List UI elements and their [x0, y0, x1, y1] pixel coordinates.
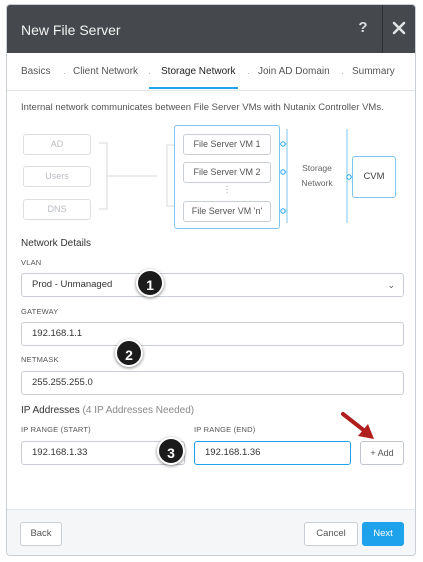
dialog-titlebar: [7, 5, 416, 53]
callout-badge-1: 1: [136, 269, 164, 297]
tab-basics[interactable]: Basics: [21, 66, 51, 77]
active-tab-indicator: [149, 87, 238, 89]
next-button[interactable]: Next: [362, 522, 404, 546]
wizard-tabs: [7, 53, 416, 91]
close-button[interactable]: [387, 16, 411, 40]
tab-separator: ·: [247, 68, 250, 78]
callout-badge-2: 2: [115, 339, 143, 367]
add-ip-range-button[interactable]: + Add: [360, 441, 404, 465]
diagram-vm-n: File Server VM 'n': [183, 201, 271, 222]
vlan-label: VLAN: [21, 258, 42, 267]
netmask-input[interactable]: 255.255.255.0: [21, 371, 404, 395]
ip-range-start-label: IP RANGE (START): [21, 425, 91, 434]
dialog-footer: [7, 509, 416, 556]
ip-addresses-heading: IP Addresses: [21, 405, 80, 416]
storage-network-description: Internal network communicates between File Server VMs with Nutanix Controller VMs.: [21, 102, 384, 113]
close-icon: [387, 16, 411, 40]
tab-summary[interactable]: Summary: [352, 66, 395, 77]
tab-join-ad-domain[interactable]: Join AD Domain: [258, 66, 330, 77]
gateway-input[interactable]: 192.168.1.1: [21, 322, 404, 346]
diagram-users-box: Users: [23, 166, 91, 187]
callout-badge-3: 3: [157, 437, 185, 465]
ip-addresses-title: [21, 405, 194, 416]
netmask-label: NETMASK: [21, 355, 59, 364]
ip-addresses-hint: (4 IP Addresses Needed): [82, 405, 195, 416]
cancel-button[interactable]: Cancel: [304, 522, 358, 546]
diagram-network-label: Network: [301, 178, 333, 188]
new-file-server-dialog: [6, 4, 416, 556]
tab-separator: ·: [63, 68, 66, 78]
callout-arrow-icon: [338, 408, 388, 448]
ip-range-end-label: IP RANGE (END): [194, 425, 256, 434]
vlan-selected-value: Prod - Unmanaged: [32, 279, 113, 290]
tab-storage-network[interactable]: Storage Network: [161, 66, 236, 77]
diagram-vm-1: File Server VM 1: [183, 134, 271, 155]
ip-range-end-input[interactable]: 192.168.1.36: [194, 441, 351, 465]
dialog-title: New File Server: [21, 22, 121, 38]
vlan-select[interactable]: [21, 273, 404, 297]
diagram-vm-2: File Server VM 2: [183, 162, 271, 183]
diagram-dns-box: DNS: [23, 199, 91, 220]
help-button[interactable]: ?: [358, 19, 368, 36]
back-button[interactable]: Back: [20, 522, 62, 546]
network-details-title: Network Details: [21, 238, 92, 249]
diagram-storage-label: Storage: [302, 163, 332, 173]
diagram-cvm-label: CVM: [363, 171, 385, 182]
tab-separator: ·: [148, 68, 151, 78]
tab-separator: ·: [341, 68, 344, 78]
chevron-down-icon: ⌄: [387, 280, 395, 290]
gateway-label: GATEWAY: [21, 307, 59, 316]
ip-range-start-input[interactable]: 192.168.1.33: [21, 441, 185, 465]
diagram-ad-box: AD: [23, 134, 91, 155]
diagram-vm-ellipsis: ⋮: [222, 184, 232, 194]
tab-client-network[interactable]: Client Network: [73, 66, 139, 77]
titlebar-divider: [382, 5, 383, 53]
